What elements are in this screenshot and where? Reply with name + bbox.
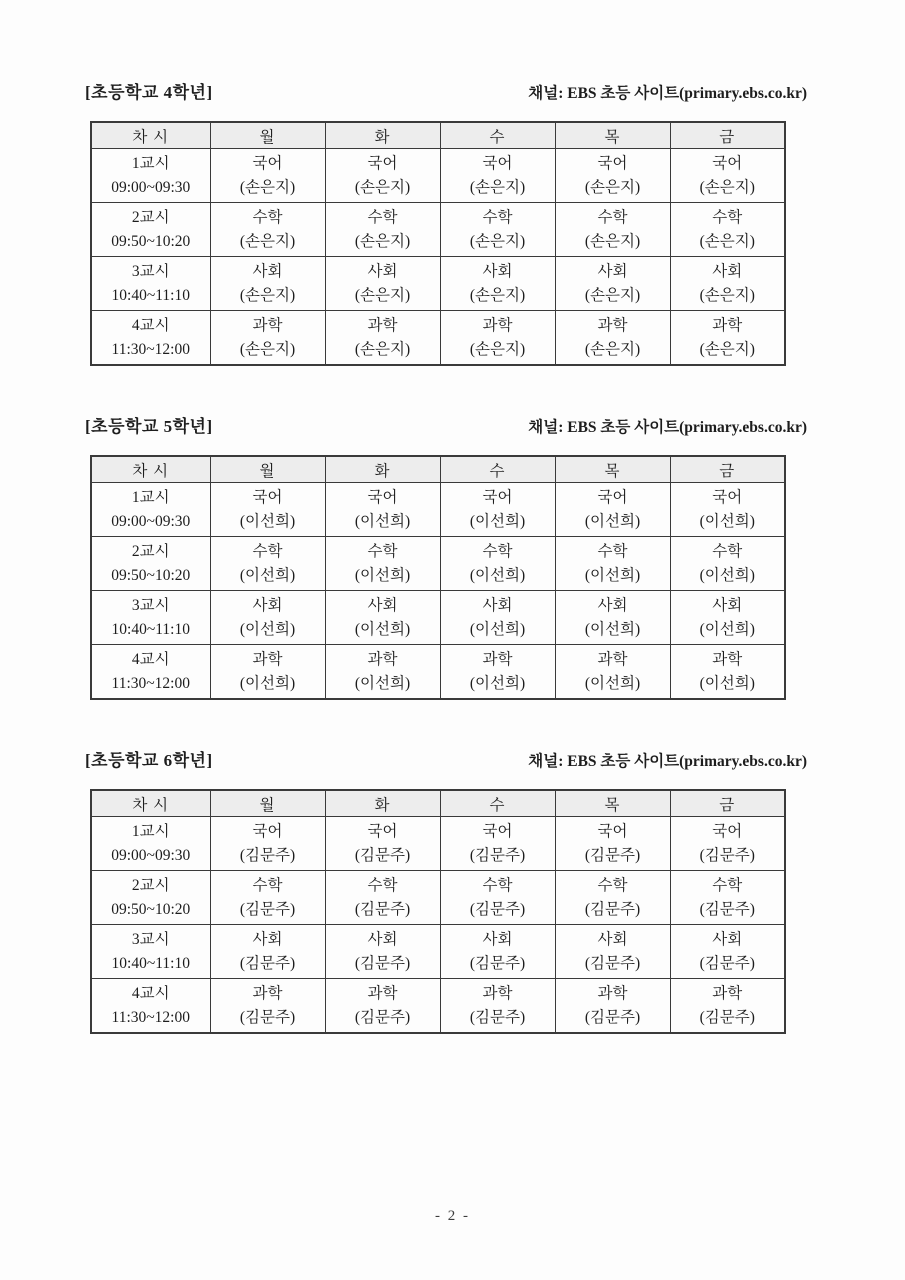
teacher-name: (김문주): [469, 954, 526, 972]
subject-name: 사회: [712, 262, 743, 280]
teacher-name: (손은지): [469, 232, 526, 250]
subject-cell: [670, 871, 785, 925]
section-title-grade6: [초등학교 6학년]: [85, 751, 213, 770]
day-column-header: 월: [210, 790, 325, 817]
subject-cell: [555, 645, 670, 700]
channel-source-label: 채널: EBS 초등 사이트(primary.ebs.co.kr): [528, 753, 807, 770]
teacher-name: (김문주): [239, 1008, 296, 1026]
period-cell: [91, 257, 210, 311]
teacher-name: (이선희): [354, 566, 411, 584]
teacher-name: (김문주): [239, 900, 296, 918]
subject-name: 국어: [367, 154, 398, 172]
subject-name: 국어: [252, 822, 283, 840]
subject-name: 사회: [482, 262, 513, 280]
teacher-name: (김문주): [699, 1008, 755, 1026]
subject-name: 수학: [597, 876, 628, 894]
subject-cell: [440, 257, 555, 311]
subject-name: 사회: [482, 596, 513, 614]
subject-cell: [325, 979, 440, 1034]
subject-name: 국어: [367, 488, 398, 506]
table-row: [91, 257, 785, 311]
timetable-grade6: [90, 789, 786, 1034]
day-column-header: 월: [210, 456, 325, 483]
subject-cell: [210, 203, 325, 257]
period-cell: [91, 925, 210, 979]
subject-name: 국어: [482, 154, 513, 172]
timetable-grade5: [90, 455, 786, 700]
subject-cell: [670, 311, 785, 366]
table-row: [91, 149, 785, 203]
period-cell: [91, 537, 210, 591]
subject-cell: [440, 311, 555, 366]
period-label: 2교시: [131, 876, 170, 894]
teacher-name: (이선희): [584, 620, 641, 638]
period-cell: [91, 483, 210, 537]
subject-name: 국어: [597, 488, 628, 506]
subject-name: 국어: [482, 822, 513, 840]
subject-cell: [670, 537, 785, 591]
subject-name: 사회: [597, 930, 628, 948]
period-time: 11:30~12:00: [111, 674, 190, 692]
table-row: [91, 645, 785, 700]
table-row: [91, 817, 785, 871]
subject-name: 국어: [712, 154, 743, 172]
subject-cell: [325, 591, 440, 645]
subject-name: 국어: [712, 488, 743, 506]
teacher-name: (이선희): [699, 674, 755, 692]
period-label: 1교시: [131, 488, 170, 506]
teacher-name: (이선희): [354, 620, 411, 638]
teacher-name: (손은지): [699, 340, 755, 358]
subject-cell: [325, 311, 440, 366]
teacher-name: (이선희): [354, 512, 411, 530]
teacher-name: (김문주): [469, 1008, 526, 1026]
period-time: 10:40~11:10: [111, 620, 190, 638]
period-time: 11:30~12:00: [111, 340, 190, 358]
subject-cell: [210, 979, 325, 1034]
section-title-grade4: [초등학교 4학년]: [85, 83, 213, 102]
teacher-name: (김문주): [699, 846, 755, 864]
subject-name: 사회: [482, 930, 513, 948]
subject-name: 수학: [367, 542, 398, 560]
grade6-section-head: [85, 746, 807, 776]
subject-name: 과학: [482, 316, 513, 334]
subject-cell: [210, 257, 325, 311]
subject-name: 과학: [367, 984, 398, 1002]
subject-cell: [555, 537, 670, 591]
subject-cell: [555, 149, 670, 203]
teacher-name: (이선희): [239, 620, 296, 638]
teacher-name: (김문주): [584, 1008, 641, 1026]
subject-name: 수학: [252, 542, 283, 560]
teacher-name: (이선희): [469, 674, 526, 692]
teacher-name: (손은지): [584, 232, 641, 250]
period-column-header: 차 시: [91, 122, 210, 149]
timetable-grade4: [90, 121, 786, 366]
period-time: 09:50~10:20: [111, 900, 191, 918]
period-time: 09:00~09:30: [111, 512, 191, 530]
subject-cell: [210, 149, 325, 203]
subject-name: 국어: [712, 822, 743, 840]
grade6-section: [85, 746, 807, 1034]
teacher-name: (손은지): [584, 178, 641, 196]
period-cell: [91, 979, 210, 1034]
subject-cell: [555, 483, 670, 537]
subject-cell: [440, 979, 555, 1034]
period-label: 3교시: [131, 930, 170, 948]
table-row: [91, 483, 785, 537]
subject-name: 사회: [712, 930, 743, 948]
table-header-row: [91, 456, 785, 483]
teacher-name: (이선희): [469, 620, 526, 638]
page-number: - 2 -: [435, 1208, 470, 1224]
teacher-name: (이선희): [699, 620, 755, 638]
table-header-row: [91, 122, 785, 149]
subject-name: 과학: [482, 650, 513, 668]
subject-cell: [440, 925, 555, 979]
period-label: 4교시: [131, 316, 170, 334]
subject-name: 사회: [367, 262, 398, 280]
teacher-name: (손은지): [354, 232, 411, 250]
teacher-name: (손은지): [584, 286, 641, 304]
subject-name: 수학: [252, 208, 283, 226]
subject-name: 사회: [597, 262, 628, 280]
teacher-name: (손은지): [354, 178, 411, 196]
subject-name: 과학: [482, 984, 513, 1002]
period-label: 3교시: [131, 262, 170, 280]
subject-name: 수학: [482, 876, 513, 894]
teacher-name: (김문주): [584, 846, 641, 864]
teacher-name: (손은지): [469, 178, 526, 196]
teacher-name: (김문주): [354, 900, 411, 918]
teacher-name: (김문주): [584, 954, 641, 972]
subject-cell: [325, 203, 440, 257]
subject-cell: [325, 537, 440, 591]
subject-name: 국어: [367, 822, 398, 840]
teacher-name: (이선희): [584, 512, 641, 530]
period-time: 11:30~12:00: [111, 1008, 190, 1026]
subject-cell: [210, 311, 325, 366]
period-cell: [91, 817, 210, 871]
subject-cell: [325, 149, 440, 203]
subject-name: 국어: [482, 488, 513, 506]
subject-name: 과학: [597, 984, 628, 1002]
day-column-header: 수: [440, 456, 555, 483]
teacher-name: (이선희): [239, 566, 296, 584]
subject-name: 사회: [597, 596, 628, 614]
teacher-name: (손은지): [584, 340, 641, 358]
period-cell: [91, 149, 210, 203]
table-row: [91, 871, 785, 925]
teacher-name: (김문주): [354, 846, 411, 864]
subject-cell: [210, 591, 325, 645]
period-label: 4교시: [131, 984, 170, 1002]
subject-cell: [325, 257, 440, 311]
grade5-section-head: [85, 412, 807, 442]
subject-cell: [555, 817, 670, 871]
subject-cell: [555, 311, 670, 366]
teacher-name: (김문주): [469, 846, 526, 864]
subject-cell: [440, 871, 555, 925]
subject-name: 사회: [252, 262, 283, 280]
subject-name: 수학: [712, 876, 743, 894]
teacher-name: (손은지): [699, 178, 755, 196]
table-row: [91, 311, 785, 366]
subject-name: 과학: [597, 316, 628, 334]
subject-name: 수학: [712, 208, 743, 226]
period-label: 4교시: [131, 650, 170, 668]
subject-name: 국어: [252, 488, 283, 506]
subject-cell: [670, 925, 785, 979]
teacher-name: (손은지): [239, 286, 296, 304]
day-column-header: 월: [210, 122, 325, 149]
subject-name: 과학: [712, 316, 743, 334]
teacher-name: (손은지): [699, 286, 755, 304]
subject-name: 수학: [252, 876, 283, 894]
period-time: 09:50~10:20: [111, 232, 191, 250]
subject-cell: [670, 203, 785, 257]
period-label: 2교시: [131, 208, 170, 226]
teacher-name: (손은지): [469, 340, 526, 358]
subject-name: 사회: [252, 930, 283, 948]
subject-cell: [555, 979, 670, 1034]
teacher-name: (손은지): [699, 232, 755, 250]
day-column-header: 금: [670, 456, 785, 483]
period-time: 09:50~10:20: [111, 566, 191, 584]
subject-cell: [210, 925, 325, 979]
teacher-name: (김문주): [699, 900, 755, 918]
teacher-name: (이선희): [699, 566, 755, 584]
subject-name: 과학: [367, 316, 398, 334]
grade4-section: [85, 78, 807, 366]
teacher-name: (김문주): [584, 900, 641, 918]
teacher-name: (손은지): [469, 286, 526, 304]
day-column-header: 수: [440, 790, 555, 817]
teacher-name: (이선희): [239, 512, 296, 530]
table-header-row: [91, 790, 785, 817]
subject-cell: [210, 537, 325, 591]
subject-cell: [440, 645, 555, 700]
subject-name: 수학: [482, 542, 513, 560]
subject-name: 수학: [597, 208, 628, 226]
subject-cell: [325, 925, 440, 979]
subject-name: 과학: [597, 650, 628, 668]
period-time: 09:00~09:30: [111, 178, 191, 196]
teacher-name: (이선희): [699, 512, 755, 530]
period-time: 10:40~11:10: [111, 954, 190, 972]
subject-cell: [670, 645, 785, 700]
subject-cell: [210, 817, 325, 871]
period-label: 1교시: [131, 154, 170, 172]
period-cell: [91, 645, 210, 700]
subject-cell: [440, 817, 555, 871]
day-column-header: 금: [670, 122, 785, 149]
period-column-header: 차 시: [91, 790, 210, 817]
subject-name: 사회: [252, 596, 283, 614]
period-cell: [91, 311, 210, 366]
period-label: 1교시: [131, 822, 170, 840]
subject-cell: [670, 257, 785, 311]
subject-cell: [440, 203, 555, 257]
teacher-name: (김문주): [354, 954, 411, 972]
subject-name: 과학: [252, 650, 283, 668]
subject-cell: [325, 871, 440, 925]
table-row: [91, 537, 785, 591]
subject-cell: [555, 925, 670, 979]
period-cell: [91, 871, 210, 925]
subject-cell: [440, 537, 555, 591]
subject-name: 수학: [712, 542, 743, 560]
teacher-name: (김문주): [354, 1008, 411, 1026]
subject-cell: [440, 591, 555, 645]
teacher-name: (김문주): [239, 954, 296, 972]
period-label: 2교시: [131, 542, 170, 560]
grade4-section-head: [85, 78, 807, 108]
teacher-name: (이선희): [469, 566, 526, 584]
subject-name: 수학: [367, 208, 398, 226]
subject-cell: [210, 645, 325, 700]
subject-cell: [670, 591, 785, 645]
subject-cell: [670, 149, 785, 203]
day-column-header: 화: [325, 122, 440, 149]
subject-cell: [670, 817, 785, 871]
teacher-name: (이선희): [469, 512, 526, 530]
day-column-header: 수: [440, 122, 555, 149]
grade5-section: [85, 412, 807, 700]
subject-cell: [670, 979, 785, 1034]
teacher-name: (김문주): [699, 954, 755, 972]
subject-name: 과학: [712, 984, 743, 1002]
teacher-name: (손은지): [239, 232, 296, 250]
period-time: 09:00~09:30: [111, 846, 191, 864]
teacher-name: (이선희): [584, 566, 641, 584]
channel-source-label: 채널: EBS 초등 사이트(primary.ebs.co.kr): [528, 85, 807, 102]
subject-cell: [210, 483, 325, 537]
day-column-header: 목: [555, 456, 670, 483]
subject-cell: [555, 257, 670, 311]
subject-name: 수학: [367, 876, 398, 894]
teacher-name: (이선희): [354, 674, 411, 692]
teacher-name: (손은지): [354, 286, 411, 304]
teacher-name: (손은지): [239, 340, 296, 358]
section-title-grade5: [초등학교 5학년]: [85, 417, 213, 436]
table-row: [91, 925, 785, 979]
day-column-header: 화: [325, 456, 440, 483]
period-time: 10:40~11:10: [111, 286, 190, 304]
day-column-header: 목: [555, 790, 670, 817]
subject-name: 수학: [482, 208, 513, 226]
subject-cell: [325, 645, 440, 700]
teacher-name: (이선희): [239, 674, 296, 692]
teacher-name: (손은지): [354, 340, 411, 358]
table-row: [91, 203, 785, 257]
period-cell: [91, 591, 210, 645]
subject-cell: [325, 483, 440, 537]
subject-name: 국어: [597, 154, 628, 172]
day-column-header: 화: [325, 790, 440, 817]
period-cell: [91, 203, 210, 257]
subject-cell: [325, 817, 440, 871]
subject-cell: [555, 203, 670, 257]
day-column-header: 금: [670, 790, 785, 817]
subject-name: 수학: [597, 542, 628, 560]
subject-name: 사회: [367, 930, 398, 948]
subject-cell: [555, 591, 670, 645]
period-column-header: 차 시: [91, 456, 210, 483]
table-row: [91, 979, 785, 1034]
subject-cell: [555, 871, 670, 925]
subject-name: 국어: [597, 822, 628, 840]
teacher-name: (김문주): [469, 900, 526, 918]
subject-cell: [440, 149, 555, 203]
subject-name: 국어: [252, 154, 283, 172]
channel-source-label: 채널: EBS 초등 사이트(primary.ebs.co.kr): [528, 419, 807, 436]
subject-cell: [210, 871, 325, 925]
teacher-name: (손은지): [239, 178, 296, 196]
subject-cell: [440, 483, 555, 537]
subject-cell: [670, 483, 785, 537]
teacher-name: (이선희): [584, 674, 641, 692]
subject-name: 과학: [712, 650, 743, 668]
subject-name: 과학: [367, 650, 398, 668]
day-column-header: 목: [555, 122, 670, 149]
subject-name: 과학: [252, 984, 283, 1002]
period-label: 3교시: [131, 596, 170, 614]
subject-name: 사회: [712, 596, 743, 614]
subject-name: 과학: [252, 316, 283, 334]
teacher-name: (김문주): [239, 846, 296, 864]
table-row: [91, 591, 785, 645]
subject-name: 사회: [367, 596, 398, 614]
